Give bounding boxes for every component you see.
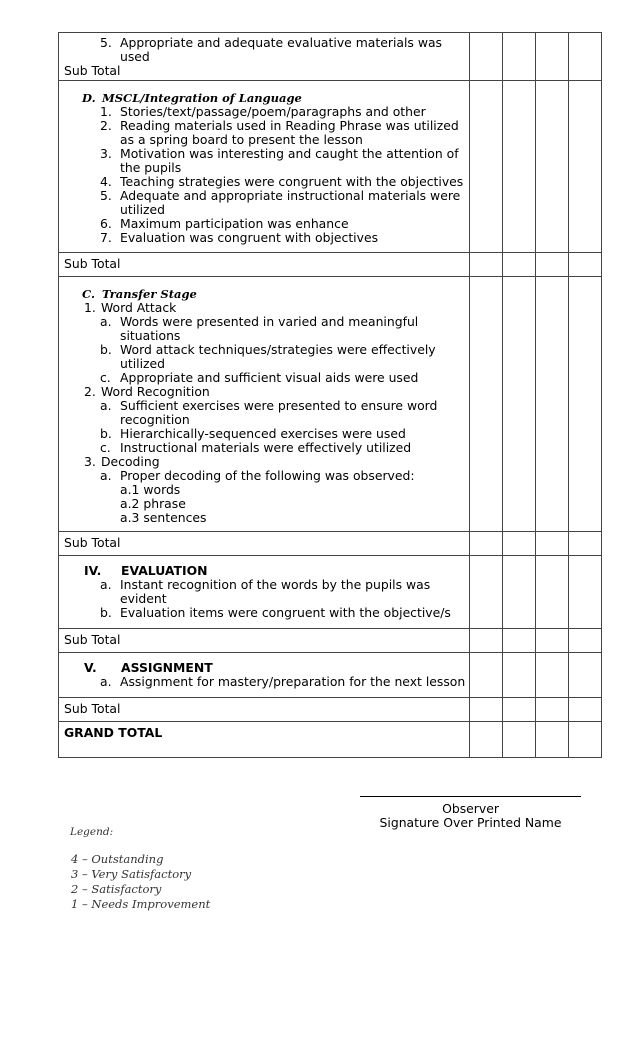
list-item-continuation: utilized: [120, 356, 166, 371]
subtotal-label: Sub Total: [64, 63, 121, 78]
group-heading: 1. Word Attack: [84, 300, 177, 315]
section-heading: C. Transfer Stage: [82, 287, 197, 301]
list-item: 7. Evaluation was congruent with objectives: [100, 230, 379, 245]
signature-caption: Signature Over Printed Name: [379, 815, 562, 830]
list-item-continuation: used: [120, 49, 150, 64]
rating-cell[interactable]: [503, 532, 536, 556]
rating-cell[interactable]: [536, 722, 569, 758]
table-row: [59, 653, 602, 698]
rating-cell[interactable]: [470, 653, 503, 698]
list-item-continuation: the pupils: [120, 160, 182, 175]
list-item-continuation: situations: [120, 328, 181, 343]
rating-cell[interactable]: [470, 722, 503, 758]
rating-cell[interactable]: [569, 81, 602, 253]
rating-cell[interactable]: [470, 253, 503, 277]
list-item: a. Sufficient exercises were presented to ensure word: [100, 398, 438, 413]
list-item: a. Words were presented in varied and meaningful: [100, 314, 419, 329]
sub-item: a.3 sentences: [120, 510, 207, 525]
rating-cell[interactable]: [569, 653, 602, 698]
subtotal-row: [59, 698, 602, 722]
list-item: a. Proper decoding of the following was observed:: [100, 468, 415, 483]
section-heading: D. MSCL/Integration of Language: [82, 91, 302, 105]
rating-cell[interactable]: [569, 629, 602, 653]
rating-cell[interactable]: [470, 532, 503, 556]
subtotal-label: Sub Total: [64, 535, 121, 550]
legend-item: 2 – Satisfactory: [71, 882, 162, 896]
rating-cell[interactable]: [503, 653, 536, 698]
subtotal-label: Sub Total: [64, 256, 121, 271]
list-item: 4. Teaching strategies were congruent with the objectives: [100, 174, 464, 189]
list-item-continuation: evident: [120, 591, 167, 606]
criteria-cell: [59, 81, 470, 253]
table-row: [59, 277, 602, 532]
rating-cell[interactable]: [503, 277, 536, 532]
rating-table: [58, 32, 602, 758]
list-item: c. Instructional materials were effectively utilized: [100, 440, 412, 455]
rating-cell[interactable]: [536, 33, 569, 81]
subtotal-row: [59, 629, 602, 653]
list-item: 2. Reading materials used in Reading Phrase was utilized: [100, 118, 459, 133]
list-item: b. Evaluation items were congruent with the objective/s: [100, 605, 451, 620]
rating-cell[interactable]: [503, 253, 536, 277]
list-item: b. Word attack techniques/strategies were effectively: [100, 342, 436, 357]
rating-cell[interactable]: [569, 33, 602, 81]
legend-item: 4 – Outstanding: [71, 852, 164, 866]
criteria-cell: [59, 653, 470, 698]
rating-cell[interactable]: [569, 556, 602, 629]
rating-cell[interactable]: [470, 698, 503, 722]
grand-total-row: [59, 722, 602, 758]
sub-item: a.2 phrase: [120, 496, 186, 511]
rating-cell[interactable]: [569, 722, 602, 758]
rating-cell[interactable]: [569, 253, 602, 277]
rating-cell[interactable]: [536, 556, 569, 629]
rating-cell[interactable]: [503, 556, 536, 629]
rating-cell[interactable]: [536, 253, 569, 277]
list-item: 3. Motivation was interesting and caught the attention of: [100, 146, 459, 161]
rating-cell[interactable]: [470, 629, 503, 653]
observer-label: Observer: [442, 801, 499, 816]
rating-cell[interactable]: [503, 629, 536, 653]
rating-cell[interactable]: [569, 698, 602, 722]
list-item-continuation: as a spring board to present the lesson: [120, 132, 363, 147]
rating-cell[interactable]: [536, 81, 569, 253]
list-item: 6. Maximum participation was enhance: [100, 216, 349, 231]
table-row: [59, 33, 602, 81]
table-row: [59, 556, 602, 629]
rating-cell[interactable]: [536, 532, 569, 556]
criteria-cell: [59, 277, 470, 532]
rating-cell[interactable]: [470, 33, 503, 81]
rating-cell[interactable]: [503, 722, 536, 758]
sub-item: a.1 words: [120, 482, 181, 497]
list-item: 5. Appropriate and adequate evaluative materials was: [100, 35, 443, 50]
list-item: b. Hierarchically-sequenced exercises were used: [100, 426, 406, 441]
grand-total-label: GRAND TOTAL: [64, 725, 163, 740]
signature-line: [360, 796, 581, 797]
section-heading: IV. EVALUATION: [84, 563, 208, 578]
legend-item: 1 – Needs Improvement: [71, 897, 211, 911]
criteria-cell: [59, 556, 470, 629]
subtotal-label: Sub Total: [64, 632, 121, 647]
subtotal-row: [59, 253, 602, 277]
subtotal-row: [59, 532, 602, 556]
rating-cell[interactable]: [536, 653, 569, 698]
rating-cell[interactable]: [470, 277, 503, 532]
list-item-continuation: recognition: [120, 412, 190, 427]
legend-title: Legend:: [70, 826, 114, 838]
list-item-continuation: utilized: [120, 202, 166, 217]
rating-cell[interactable]: [536, 698, 569, 722]
subtotal-label: Sub Total: [64, 701, 121, 716]
legend-item: 3 – Very Satisfactory: [71, 867, 192, 881]
criteria-cell: [59, 33, 470, 81]
rating-cell[interactable]: [503, 698, 536, 722]
list-item: c. Appropriate and sufficient visual aids were used: [100, 370, 419, 385]
list-item: a. Instant recognition of the words by the pupils was: [100, 577, 431, 592]
list-item: a. Assignment for mastery/preparation for the next lesson: [100, 674, 466, 689]
rating-cell[interactable]: [569, 277, 602, 532]
table-row: [59, 81, 602, 253]
section-heading: V. ASSIGNMENT: [84, 660, 213, 675]
list-item: 5. Adequate and appropriate instructional materials were: [100, 188, 461, 203]
rating-cell[interactable]: [536, 277, 569, 532]
rating-cell[interactable]: [503, 81, 536, 253]
rating-cell[interactable]: [503, 33, 536, 81]
rating-cell[interactable]: [470, 556, 503, 629]
group-heading: 3. Decoding: [84, 454, 160, 469]
rating-cell[interactable]: [569, 532, 602, 556]
list-item: 1. Stories/text/passage/poem/paragraphs and other: [100, 104, 426, 119]
rating-cell[interactable]: [470, 81, 503, 253]
group-heading: 2. Word Recognition: [84, 384, 210, 399]
rating-cell[interactable]: [536, 629, 569, 653]
